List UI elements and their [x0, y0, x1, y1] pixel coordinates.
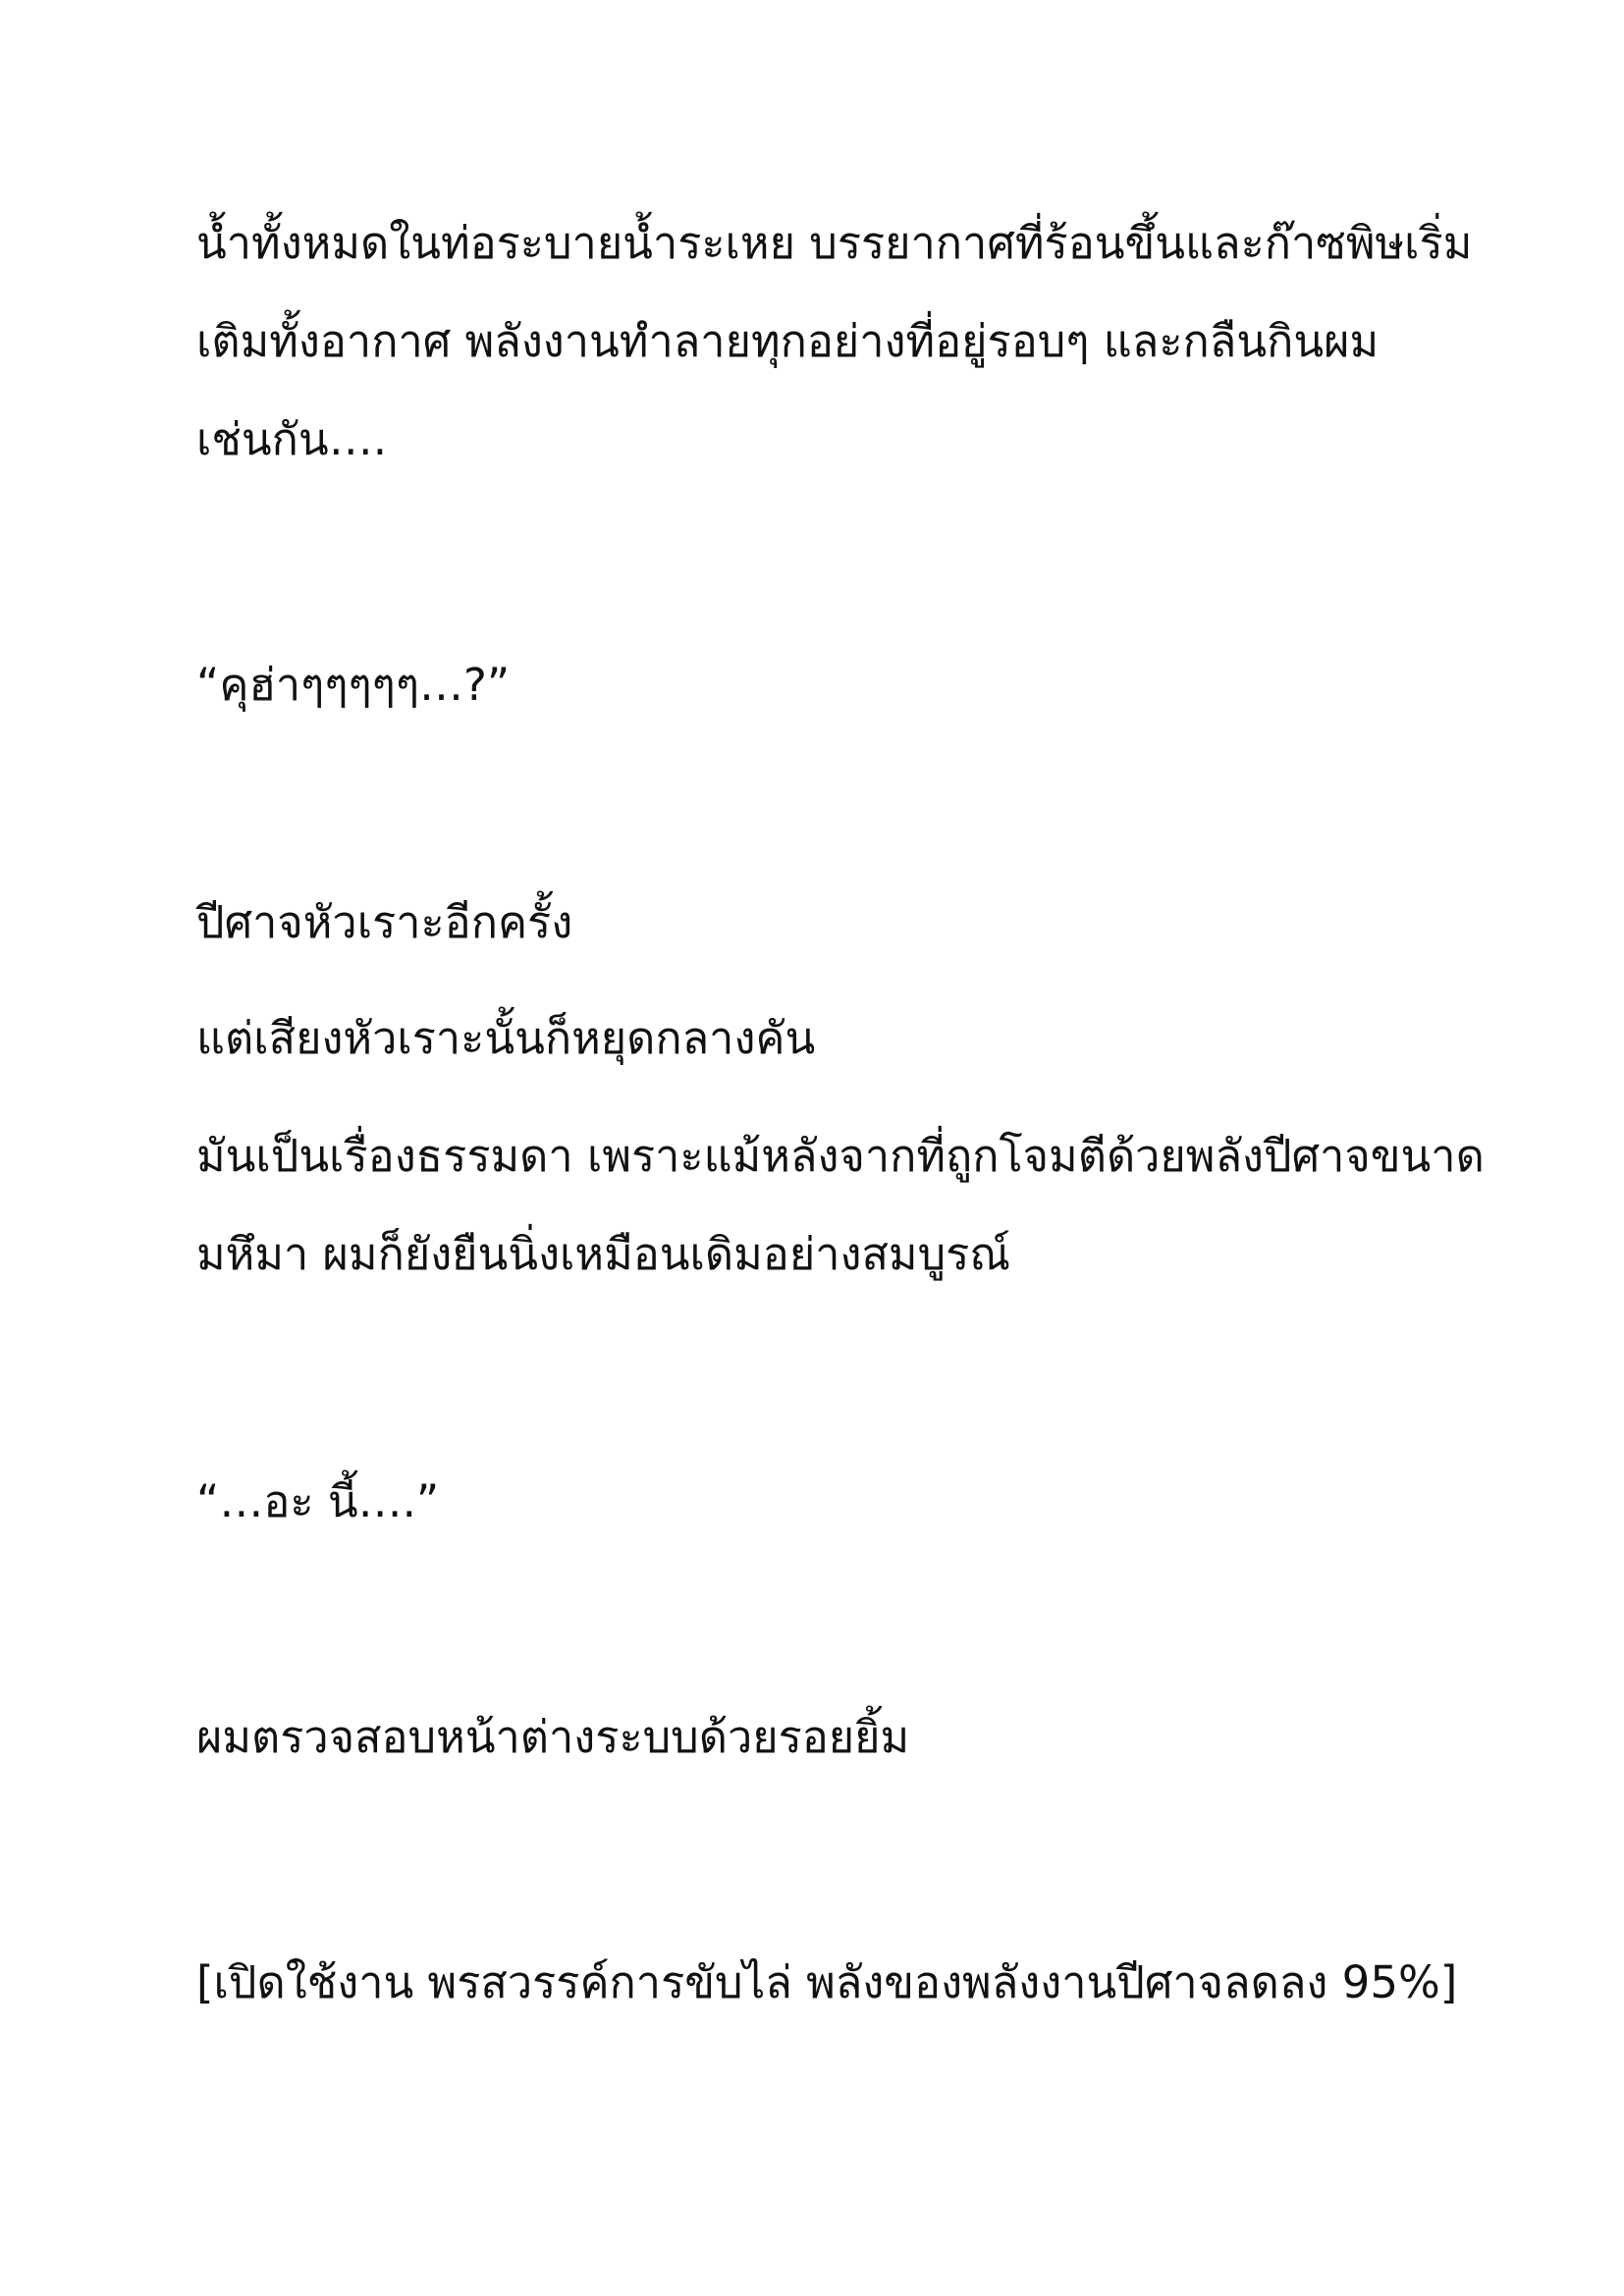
- paragraph-4-line-1: มันเป็นเรื่องธรรมดา เพราะแม้หลังจากที่ถูกโจมตีด้วยพลังปีศาจขนาด: [196, 1130, 1485, 1182]
- paragraph-1-line-1: น้ำทั้งหมดในท่อระบายน้ำระเหย บรรยากาศที่ร้อนขึ้นและก๊าซพิษเริ่ม: [196, 217, 1473, 269]
- dialogue-surprise: “…อะ นี้….”: [196, 1475, 440, 1527]
- paragraph-3: แต่เสียงหัวเราะนั้นก็หยุดกลางคัน: [196, 1012, 816, 1064]
- paragraph-1-line-3: เช่นกัน….: [196, 413, 387, 465]
- paragraph-4-line-2: มหึมา ผมก็ยังยืนนิ่งเหมือนเดิมอย่างสมบูรณ์: [196, 1228, 1011, 1280]
- paragraph-1-line-2: เติมทั้งอากาศ พลังงานทำลายทุกอย่างที่อยู่รอบๆ และกลืนกินผม: [196, 315, 1380, 367]
- dialogue-laugh: “คุฮ่าๆๆๆๆๆ…?”: [196, 659, 511, 711]
- paragraph-2: ปีศาจหัวเราะอีกครั้ง: [196, 896, 573, 948]
- paragraph-5: ผมตรวจสอบหน้าต่างระบบด้วยรอยยิ้ม: [196, 1711, 910, 1763]
- system-message: [เปิดใช้งาน พรสวรรค์การขับไล่ พลังของพลังงานปีศาจลดลง 95%]: [196, 1956, 1458, 2008]
